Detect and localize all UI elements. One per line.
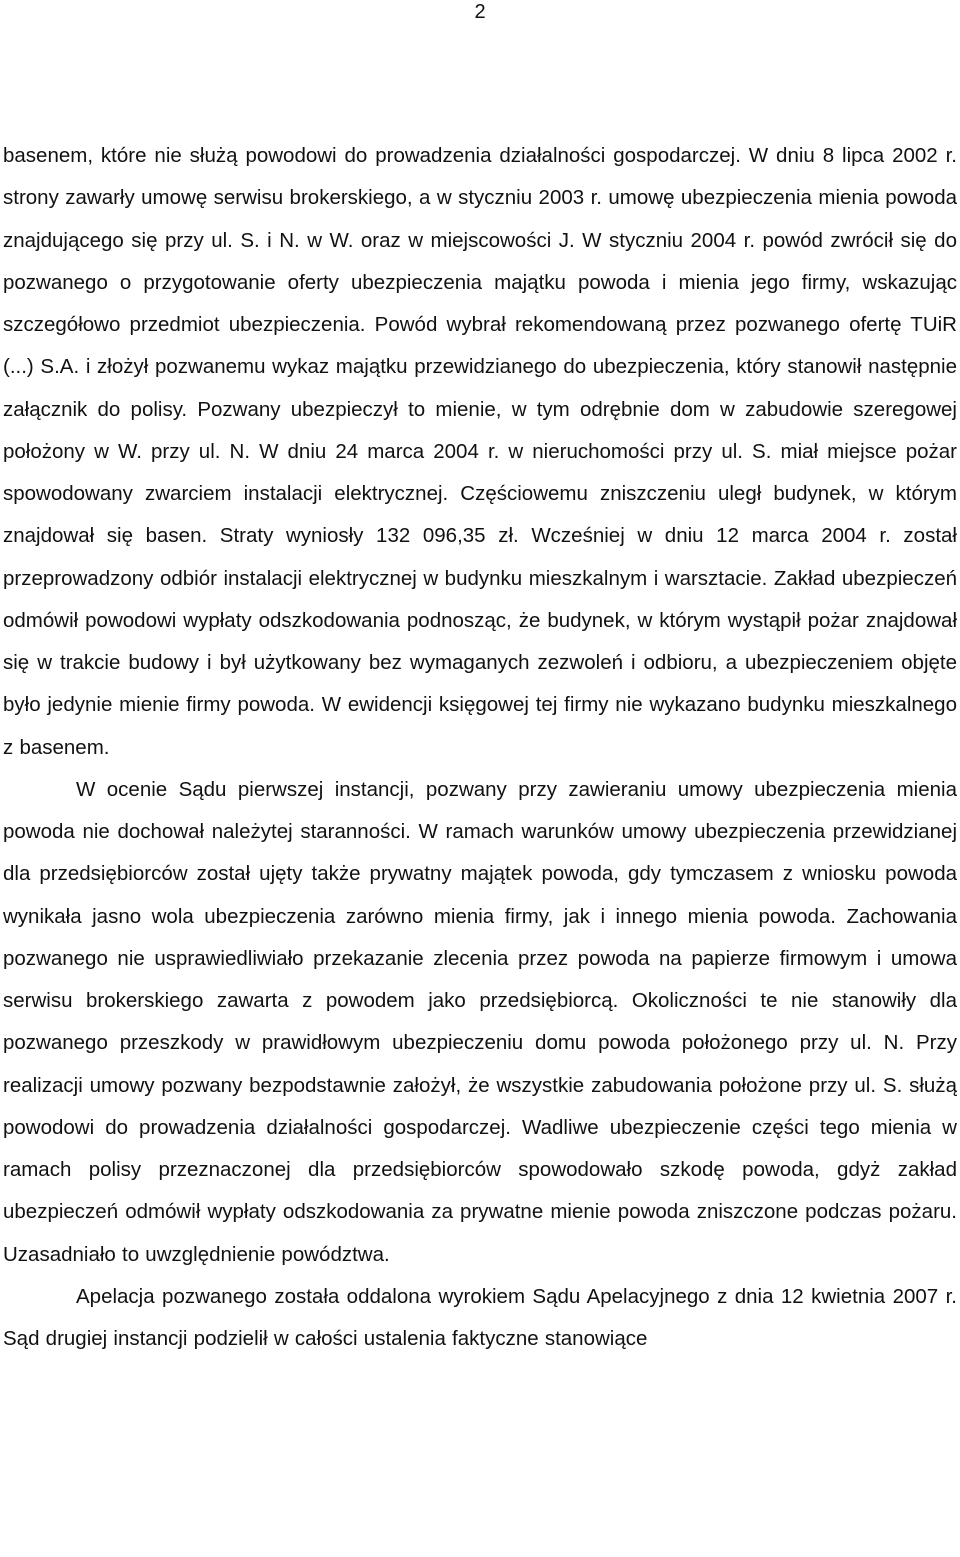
document-body xyxy=(3,135,957,1360)
paragraph-2: W ocenie Sądu pierwszej instancji, pozwany przy zawieraniu umowy ubezpieczenia mienia powoda nie dochował należytej staranności. W ramach warunków umowy ubezpieczenia przewidzianej dla przedsiębiorców został ujęty także prywatny majątek powoda, gdy tymczasem z wniosku powoda wynikała jasno wola ubezpieczenia zarówno mienia firmy, jak i innego mienia powoda. Zachowania pozwanego nie usprawiedliwiało przekazanie zlecenia przez powoda na papierze firmowym i umowa serwisu brokerskiego zawarta z powodem jako przedsiębiorcą. Okoliczności te nie stanowiły dla pozwanego przeszkody w prawidłowym ubezpieczeniu domu powoda położonego przy ul. N. Przy realizacji umowy pozwany bezpodstawnie założył, że wszystkie zabudowania położone przy ul. S. służą powodowi do prowadzenia działalności gospodarczej. Wadliwe ubezpieczenie części tego mienia w ramach polisy przeznaczonej dla przedsiębiorców spowodowało szkodę powoda, gdyż zakład ubezpieczeń odmówił wypłaty odszkodowania za prywatne mienie powoda zniszczone podczas pożaru. Uzasadniało to uwzględnienie powództwa. xyxy=(3,777,957,1266)
paragraph-3: Apelacja pozwanego została oddalona wyrokiem Sądu Apelacyjnego z dnia 12 kwietnia 2007 r. Sąd drugiej instancji podzielił w całości ustalenia faktyczne stanowiące xyxy=(3,1284,957,1350)
page-number: 2 xyxy=(474,1,486,23)
paragraph-1: basenem, które nie służą powodowi do prowadzenia działalności gospodarczej. W dniu 8 lipca 2002 r. strony zawarły umowę serwisu brokerskiego, a w styczniu 2003 r. umowę ubezpieczenia mienia powoda znajdującego się przy ul. S. i N. w W. oraz w miejscowości J. W styczniu 2004 r. powód zwrócił się do pozwanego o przygotowanie oferty ubezpieczenia majątku powoda i mienia jego firmy, wskazując szczegółowo przedmiot ubezpieczenia. Powód wybrał rekomendowaną przez pozwanego ofertę TUiR (...) S.A. i złożył pozwanemu wykaz majątku przewidzianego do ubezpieczenia, który stanowił następnie załącznik do polisy. Pozwany ubezpieczył to mienie, w tym odrębnie dom w zabudowie szeregowej położony w W. przy ul. N. W dniu 24 marca 2004 r. w nieruchomości przy ul. S. miał miejsce pożar spowodowany zwarciem instalacji elektrycznej. Częściowemu zniszczeniu uległ budynek, w którym znajdował się basen. Straty wyniosły 132 096,35 zł. Wcześniej w dniu 12 marca 2004 r. został przeprowadzony odbiór instalacji elektrycznej w budynku mieszkalnym i warsztacie. Zakład ubezpieczeń odmówił powodowi wypłaty odszkodowania podnosząc, że budynek, w którym wystąpił pożar znajdował się w trakcie budowy i był użytkowany bez wymaganych zezwoleń i odbioru, a ubezpieczeniem objęte było jedynie mienie firmy powoda. W ewidencji księgowej tej firmy nie wykazano budynku mieszkalnego z basenem. xyxy=(3,144,957,759)
